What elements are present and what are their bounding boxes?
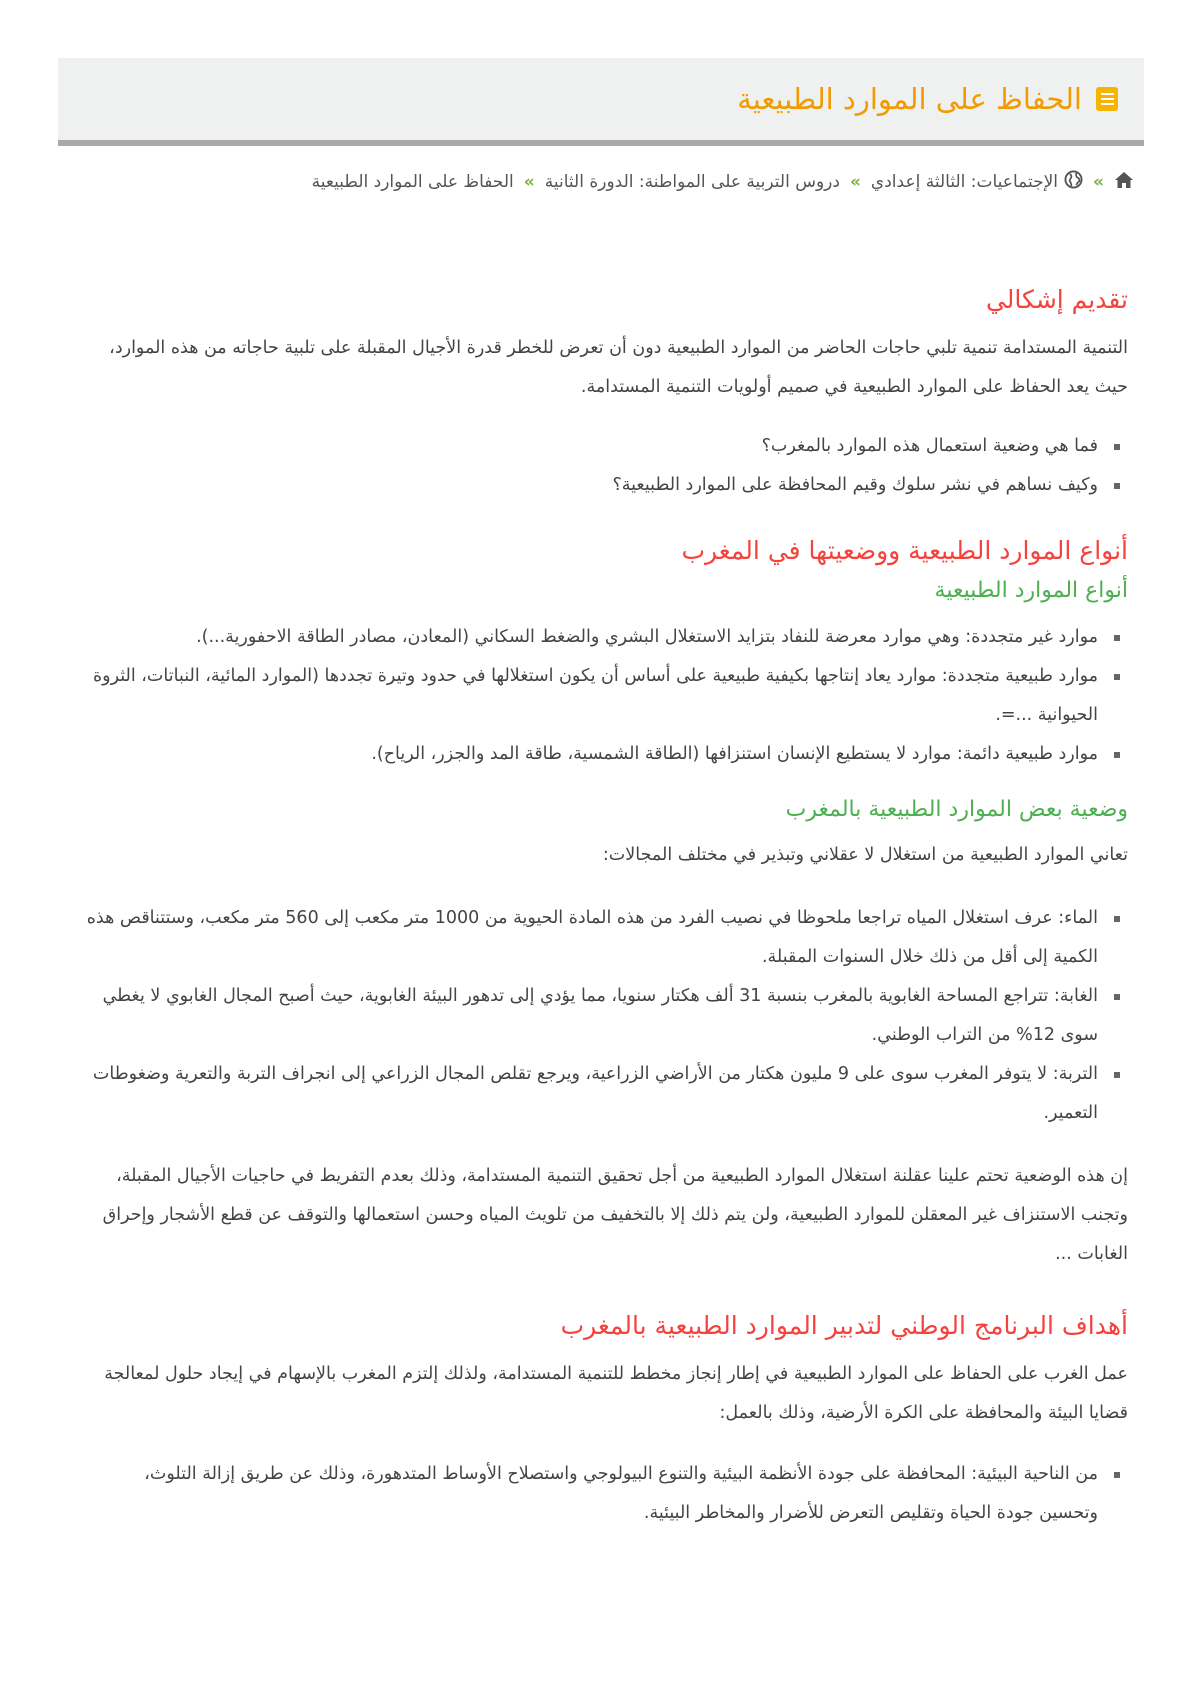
list-item: موارد طبيعية دائمة: موارد لا يستطيع الإنسان استنزافها (الطاقة الشمسية، طاقة المد والجزر، الرياح). <box>84 735 1098 774</box>
article-content <box>84 284 1128 1533</box>
home-icon[interactable] <box>1114 171 1134 194</box>
intro-paragraph: التنمية المستدامة تنمية تلبي حاجات الحاضر من الموارد الطبيعية دون أن تعرض للخطر قدرة الأجيال المقبلة على تلبية حاجاته من هذه الموارد، حيث يعد الحفاظ على الموارد الطبيعية في صميم أولويات التنمية المستدامة. <box>109 337 1128 397</box>
intro-questions-list <box>84 427 1128 505</box>
subheading-status: وضعية بعض الموارد الطبيعية بالمغرب <box>785 796 1128 822</box>
list-item: الغابة: تتراجع المساحة الغابوية بالمغرب بنسبة 31 ألف هكتار سنويا، مما يؤدي إلى تدهور البيئة الغابوية، حيث أصبح المجال الغابوي لا يغطي سوى 12% من التراب الوطني. <box>84 977 1098 1055</box>
list-item: فما هي وضعية استعمال هذه الموارد بالمغرب؟ <box>84 427 1098 466</box>
breadcrumb-item-course[interactable]: دروس التربية على المواطنة: الدورة الثانية <box>544 172 840 192</box>
breadcrumb-separator: » <box>849 172 861 192</box>
status-paragraph: تعاني الموارد الطبيعية من استغلال لا عقلاني وتبذير في مختلف المجالات: <box>602 845 1128 866</box>
breadcrumb-separator: » <box>523 172 535 192</box>
globe-icon <box>1064 170 1083 194</box>
list-item: من الناحية البيئية: المحافظة على جودة الأنظمة البيئية والتنوع البيولوجي واستصلاح الأوساط المتدهورة، وذلك عن طريق إزالة التلوث، وتحسين جودة الحياة وتقليص التعرض للأضرار والمخاطر البيئية. <box>84 1455 1098 1533</box>
breadcrumb-separator: » <box>1093 172 1104 192</box>
status-list <box>84 899 1128 1133</box>
breadcrumb-item-grade[interactable]: الإجتماعيات: الثالثة إعدادي <box>870 172 1059 192</box>
goals-paragraph: عمل الغرب على الحفاظ على الموارد الطبيعية في إطار إنجاز مخطط للتنمية المستدامة، ولذلك إلتزم المغرب بالإسهام في إيجاد حلول لمعالجة قضايا البيئة والمحافظة على الكرة الأرضية، وذلك بالعمل: <box>104 1363 1128 1423</box>
list-item: موارد طبيعية متجددة: موارد يعاد إنتاجها بكيفية طبيعية على أساس أن يكون استغلالها في حدود وتيرة تجددها (الموارد المائية، النباتات، الثروة الحيوانية ...=. <box>84 657 1098 735</box>
title-bar <box>58 58 1144 146</box>
goals-list <box>84 1455 1128 1533</box>
document-icon <box>1096 87 1118 111</box>
subheading-types: أنواع الموارد الطبيعية <box>934 578 1128 603</box>
breadcrumb <box>312 170 1134 194</box>
section-heading-types: أنواع الموارد الطبيعية ووضعيتها في المغرب <box>681 535 1128 565</box>
breadcrumb-item-current: الحفاظ على الموارد الطبيعية <box>311 172 514 192</box>
page-title: الحفاظ على الموارد الطبيعية <box>737 81 1082 116</box>
section-heading-goals: أهداف البرنامج الوطني لتدبير الموارد الطبيعية بالمغرب <box>560 1311 1128 1341</box>
list-item: التربة: لا يتوفر المغرب سوى على 9 مليون هكتار من الأراضي الزراعية، ويرجع تقلص المجال الزراعي إلى انجراف التربة والتعرية وضغوطات التعمير. <box>84 1055 1098 1133</box>
section-heading-intro: تقديم إشكالي <box>985 285 1128 314</box>
list-item: موارد غير متجددة: وهي موارد معرضة للنفاد بتزايد الاستغلال البشري والضغط السكاني (المعادن، مصادر الطاقة الاحفورية...). <box>84 618 1098 657</box>
list-item: وكيف نساهم في نشر سلوك وقيم المحافظة على الموارد الطبيعية؟ <box>84 466 1098 505</box>
status-conclusion: إن هذه الوضعية تحتم علينا عقلنة استغلال الموارد الطبيعية من أجل تحقيق التنمية المستدامة، وذلك بعدم التفريط في حاجيات الأجيال المقبلة، وتجنب الاستنزاف غير المعقلن للموارد الطبيعية، ولن يتم ذلك إلا بالتخفيف من تلويث المياه وحسن استعمالها والتوقف عن قطع الأشجار وإحراق الغابات ... <box>102 1166 1128 1265</box>
types-list <box>84 618 1128 774</box>
list-item: الماء: عرف استغلال المياه تراجعا ملحوظا في نصيب الفرد من هذه المادة الحيوية من 1000 متر مكعب إلى 560 متر مكعب، وستتناقص هذه الكمية إلى أقل من ذلك خلال السنوات المقبلة. <box>84 899 1098 977</box>
